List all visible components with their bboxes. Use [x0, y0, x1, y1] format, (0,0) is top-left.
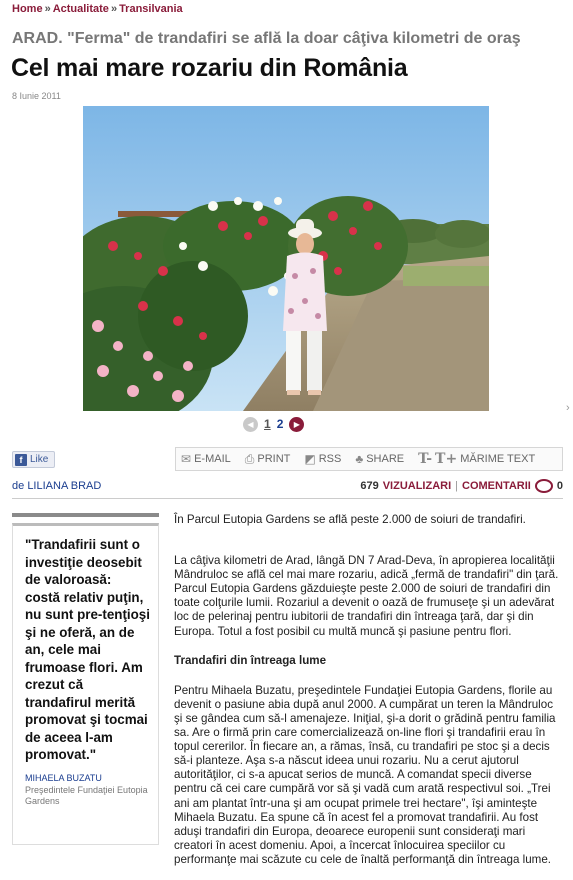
- text-size-control: [418, 451, 535, 467]
- text-increase-icon[interactable]: T+: [435, 451, 458, 467]
- article-kicker: ARAD. "Ferma" de trandafiri se află la doar câţiva kilometri de oraş: [12, 30, 521, 47]
- article-photo[interactable]: [83, 106, 489, 411]
- pull-quote: [12, 513, 159, 841]
- rose-garden-photo: [83, 106, 489, 411]
- author-link[interactable]: LILIANA BRAD: [27, 480, 102, 492]
- share-icon: ♣: [355, 452, 364, 466]
- like-label: Like: [30, 454, 49, 465]
- author-prefix: de: [12, 480, 25, 492]
- pull-quote-body: [12, 523, 159, 845]
- meta-divider: [12, 498, 563, 499]
- breadcrumb-transilvania-link[interactable]: Transilvania: [119, 3, 183, 15]
- gallery-pagination: [243, 416, 304, 432]
- article-body: [174, 513, 564, 867]
- article-stats: [360, 479, 563, 493]
- quote-author-role: Preşedintele Fundaţiei Eutopia Gardens: [25, 784, 148, 806]
- breadcrumb-separator: »: [110, 3, 118, 15]
- author-byline: [12, 480, 101, 492]
- article-meta: [12, 479, 563, 497]
- facebook-icon: f: [15, 454, 27, 466]
- facebook-like-button[interactable]: [12, 451, 55, 468]
- email-button[interactable]: [181, 452, 231, 466]
- printer-icon: ⎙: [244, 451, 255, 466]
- arrow-left-icon[interactable]: ◀: [243, 417, 258, 432]
- arrow-right-icon[interactable]: ▶: [289, 417, 304, 432]
- views-label: VIZUALIZARI: [382, 480, 452, 492]
- comments-link[interactable]: COMENTARII: [462, 480, 531, 492]
- gallery-page-2[interactable]: 2: [276, 417, 284, 431]
- article-subheading: Trandafiri din întreaga lume: [174, 653, 327, 667]
- article-paragraph: Pentru Mihaela Buzatu, preşedintele Fundaţiei Eutopia Gardens, florile au devenit o pasiune abia după anul 2000. A cumpărat un teren la Mândruloc şi se gândea cum să-l amenajeze. Iniţial, şi-a dorit o grădină pentru familia sa. Are o firmă prin care comercializează on-line flori şi trandafirii erau în topul cererilor. În fiecare an, a rămas, însă, cu trandafiri pe stoc şi a decis să-i planteze. Aşa s-a născut ideea unui rozariu. Nu a cerut ajutorul autorităţilor, ci s-a apucat serios de muncă. A comandat specii diverse pentru că cei care cumpără vor să şi vadă cum arată respectivul soi. „Trei ani am plantat într-una şi am ocupat primele trei hectare", îşi aminteşte Mihaela Buzatu. Ea spune că în acest fel a promovat trandafirii. Au fost aduşi trandafiri din Europa, deoarece europenii sunt consideraţi mari creatori în acest domeniu. Apoi, a încercat înlocuirea speciilor cu performanţe mai scăzute cu cele de înaltă performanţă din întreaga lume.: [174, 683, 556, 866]
- article-paragraph: La câţiva kilometri de Arad, lângă DN 7 Arad-Deva, în apropierea localităţii Mândruloc se află cel mai mare rozariu, adică „fermă de trandafiri" din ţară. Parcul Eutopia Gardens găzduieşte peste 2.000 de soiuri de trandafiri din toate colţurile lumii. Rozariul a devenit o oază de frumuseţe şi un adevărat loc de pelerinaj pentru iubitorii de trandafiri din întreaga ţară, dar şi din Europa. Totul a fost posibil cu multă muncă şi pasiune pentru flori.: [174, 554, 559, 638]
- views-count: 679: [360, 480, 379, 492]
- page-title: Cel mai mare rozariu din România: [11, 54, 408, 82]
- publish-date: 8 Iunie 2011: [12, 91, 61, 101]
- print-label: PRINT: [257, 453, 291, 465]
- text-size-label: MĂRIME TEXT: [460, 453, 536, 465]
- breadcrumb-separator: »: [44, 3, 51, 15]
- text-decrease-icon[interactable]: T-: [418, 451, 433, 467]
- article-toolbar: [175, 447, 563, 471]
- envelope-icon: ✉: [181, 452, 192, 466]
- article-lead: În Parcul Eutopia Gardens se află peste 2.000 de soiuri de trandafiri.: [174, 513, 526, 526]
- email-label: E-MAIL: [194, 453, 231, 465]
- breadcrumb: [12, 3, 183, 15]
- quote-text: "Trandafirii sunt o investiţie deosebit de valoroasă: costă relativ puţin, nu sunt pre-tenţioşi şi ne oferă, an de an, cele mai frumoase flori. Am crezut că trandafirul merită promovat şi tocmai de aceea l-am promovat.": [25, 537, 150, 762]
- print-button[interactable]: [245, 452, 291, 467]
- comments-count: 0: [556, 480, 563, 492]
- share-button[interactable]: [355, 452, 404, 466]
- scroll-right-icon[interactable]: ›: [566, 402, 570, 414]
- share-label: SHARE: [366, 453, 405, 465]
- comment-bubble-icon[interactable]: [535, 479, 553, 493]
- breadcrumb-actualitate-link[interactable]: Actualitate: [52, 3, 109, 15]
- gallery-page-1[interactable]: 1: [264, 417, 271, 431]
- breadcrumb-home-link[interactable]: Home: [12, 3, 43, 15]
- rss-label: RSS: [318, 453, 342, 465]
- rss-button[interactable]: [304, 452, 341, 466]
- stats-separator: |: [455, 480, 459, 492]
- rss-icon: ◩: [304, 452, 316, 466]
- quote-author: MIHAELA BUZATU: [25, 772, 102, 783]
